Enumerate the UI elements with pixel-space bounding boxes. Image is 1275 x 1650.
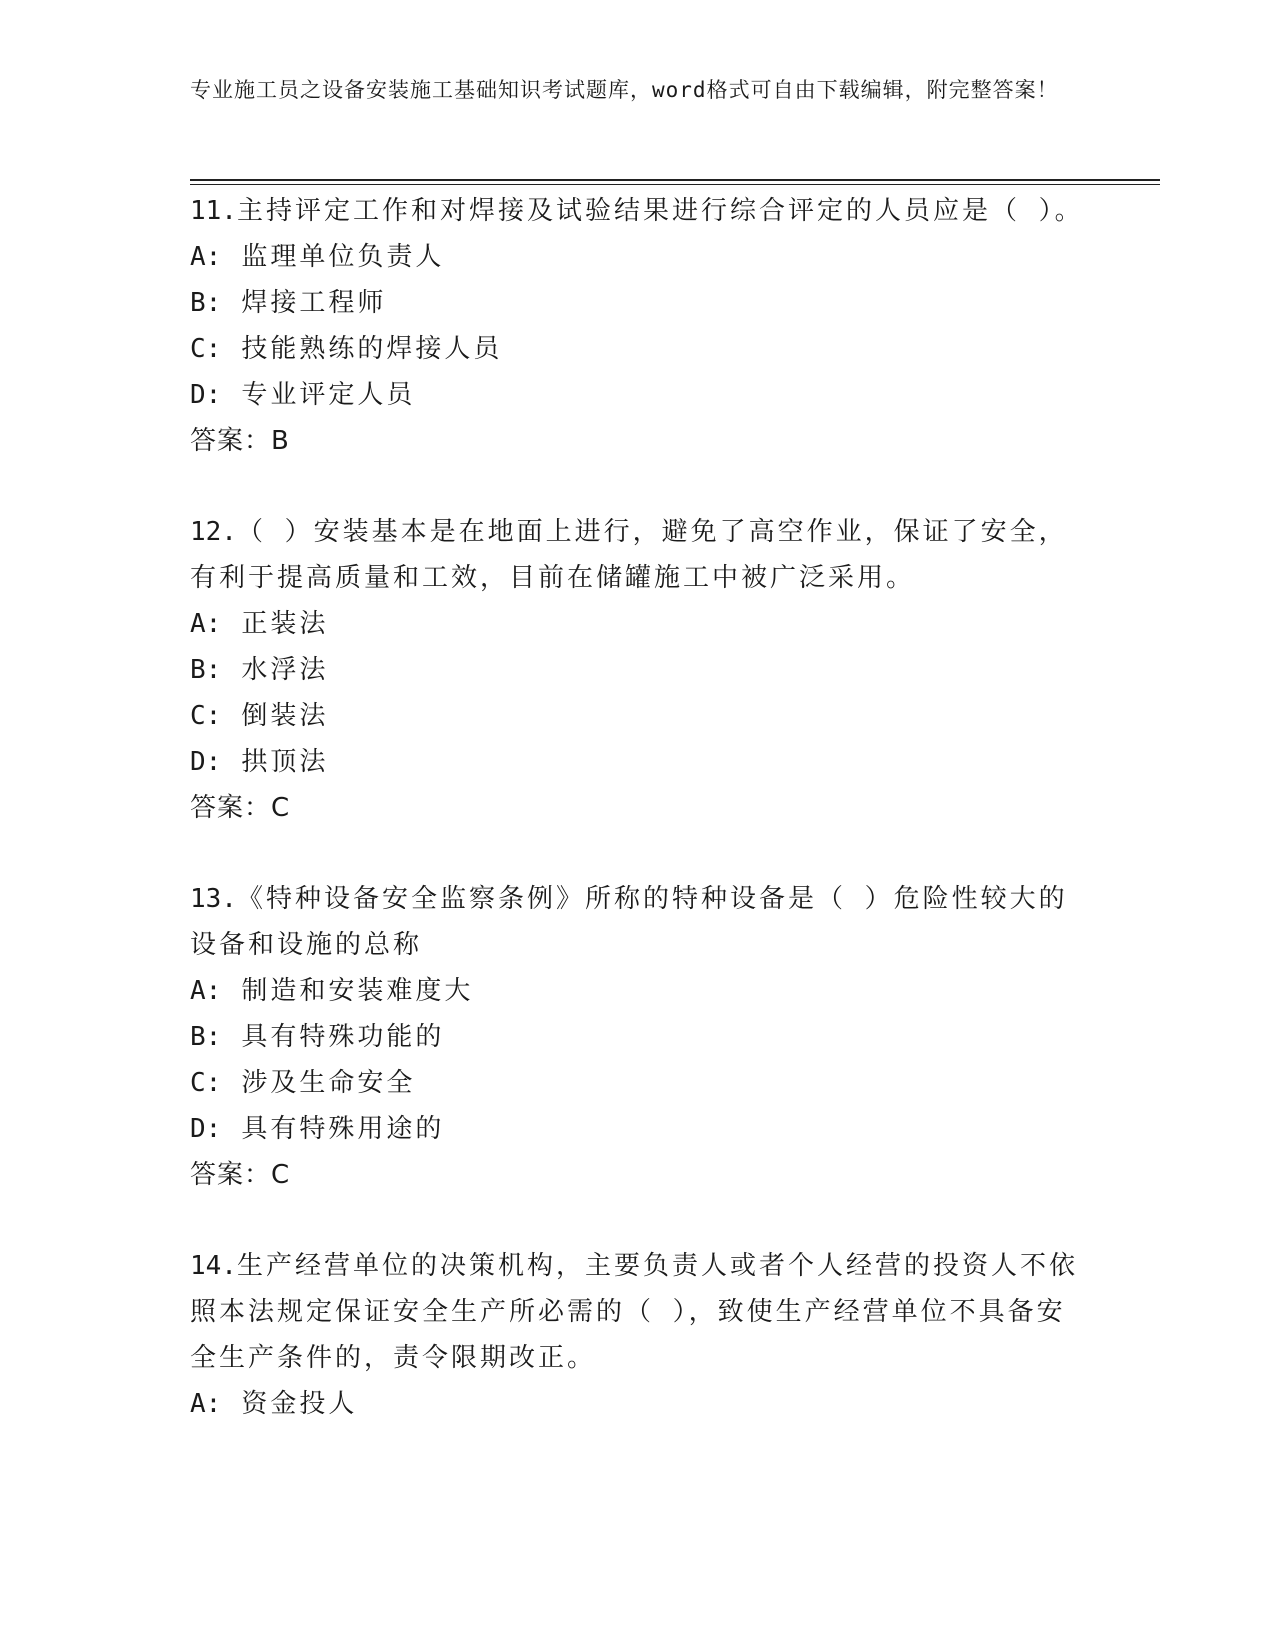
document-header: 专业施工员之设备安装施工基础知识考试题库，word格式可自由下载编辑，附完整答案！ — [190, 78, 1059, 102]
option-c — [190, 326, 1090, 372]
option-text: 具有特殊用途的 — [241, 1114, 445, 1144]
question-text — [190, 876, 1090, 968]
question-text — [190, 1243, 1090, 1381]
option-text: 监理单位负责人 — [241, 242, 445, 272]
option-text: 焊接工程师 — [241, 288, 387, 318]
header-divider-thick — [190, 179, 1160, 181]
question-12 — [190, 509, 1090, 831]
question-number: 12. — [190, 517, 237, 547]
option-letter: C: — [190, 334, 222, 364]
question-number: 11. — [190, 196, 237, 226]
option-text: 技能熟练的焊接人员 — [241, 334, 503, 364]
option-b — [190, 1014, 1090, 1060]
option-d — [190, 1106, 1090, 1152]
option-letter: C: — [190, 701, 222, 731]
answer-line: 答案：B — [190, 426, 290, 456]
option-text: 拱顶法 — [241, 747, 329, 777]
option-letter: A: — [190, 976, 222, 1006]
option-c — [190, 1060, 1090, 1106]
option-text: 专业评定人员 — [241, 380, 416, 410]
option-letter: B: — [190, 1022, 222, 1052]
option-text: 涉及生命安全 — [241, 1068, 416, 1098]
question-body: （ ）安装基本是在地面上进行，避免了高空作业，保证了安全，有利于提高质量和工效，目前在储罐施工中被广泛采用。 — [190, 517, 1068, 593]
option-a — [190, 601, 1090, 647]
option-letter: D: — [190, 380, 222, 410]
question-text — [190, 188, 1090, 234]
option-letter: C: — [190, 1068, 222, 1098]
option-letter: B: — [190, 655, 222, 685]
option-d — [190, 372, 1090, 418]
question-number: 13. — [190, 884, 237, 914]
question-14 — [190, 1243, 1090, 1427]
option-letter: B: — [190, 288, 222, 318]
question-13 — [190, 876, 1090, 1198]
option-letter: D: — [190, 747, 222, 777]
question-body: 主持评定工作和对焊接及试验结果进行综合评定的人员应是（ ）。 — [236, 196, 1084, 226]
option-text: 具有特殊功能的 — [241, 1022, 445, 1052]
option-a — [190, 1381, 1090, 1427]
option-text: 制造和安装难度大 — [241, 976, 474, 1006]
header-divider-thin — [190, 184, 1160, 185]
question-text — [190, 509, 1090, 601]
option-letter: A: — [190, 1389, 222, 1419]
answer-line: 答案：C — [190, 1160, 291, 1190]
option-text: 倒装法 — [241, 701, 329, 731]
option-letter: D: — [190, 1114, 222, 1144]
answer-line: 答案：C — [190, 793, 291, 823]
option-b — [190, 280, 1090, 326]
question-body: 《特种设备安全监察条例》所称的特种设备是（ ）危险性较大的设备和设施的总称 — [190, 884, 1068, 960]
option-text: 正装法 — [241, 609, 329, 639]
option-letter: A: — [190, 609, 222, 639]
option-a — [190, 968, 1090, 1014]
option-text: 资金投人 — [241, 1389, 358, 1419]
option-d — [190, 739, 1090, 785]
option-letter: A: — [190, 242, 222, 272]
question-list — [190, 188, 1090, 1472]
option-b — [190, 647, 1090, 693]
question-number: 14. — [190, 1251, 237, 1281]
option-a — [190, 234, 1090, 280]
question-body: 生产经营单位的决策机构，主要负责人或者个人经营的投资人不依照本法规定保证安全生产所必需的（ ），致使生产经营单位不具备安全生产条件的，责令限期改正。 — [190, 1251, 1078, 1373]
question-11 — [190, 188, 1090, 464]
option-c — [190, 693, 1090, 739]
option-text: 水浮法 — [241, 655, 329, 685]
